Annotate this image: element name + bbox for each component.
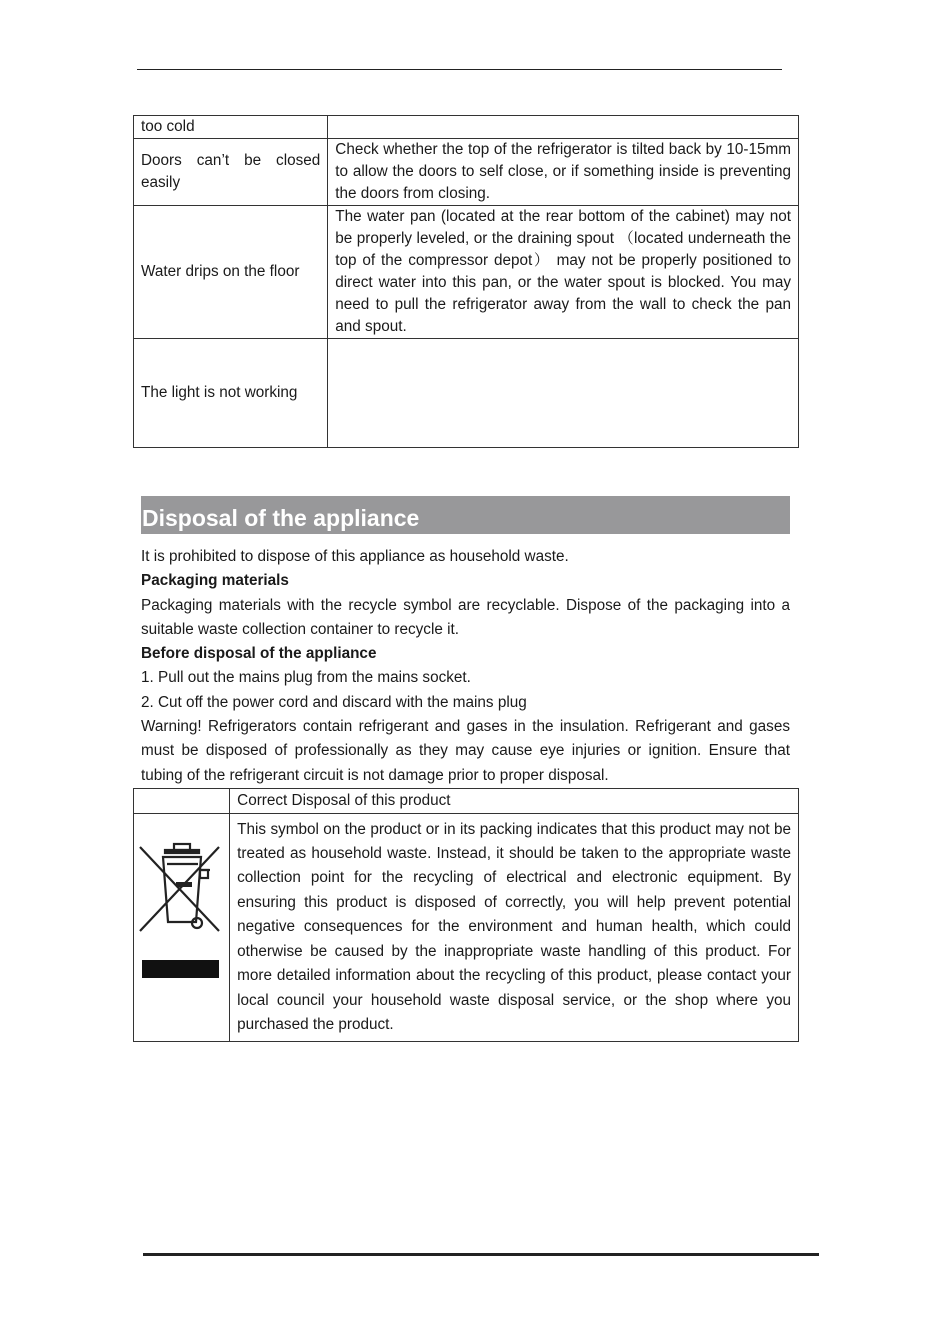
weee-title: Correct Disposal of this product bbox=[230, 789, 799, 814]
step-1: 1. Pull out the mains plug from the mains socket. bbox=[141, 669, 471, 687]
problem-cell: The light is not working bbox=[134, 339, 328, 448]
solution-cell bbox=[328, 339, 799, 448]
problem-cell: Doors can’t be closed easily bbox=[134, 139, 328, 206]
disposal-body bbox=[141, 545, 790, 788]
table-row bbox=[134, 339, 799, 448]
solution-cell: The water pan (located at the rear bottom of the cabinet) may not be properly leveled, or the draining spout （located underneath the top of the compressor depot） may not be properly positioned to direct water into this pan, or the water spout is blocked. You may need to pull the refrigerator away from the wall to check the pan and spout. bbox=[328, 206, 799, 339]
solution-cell: Check whether the top of the refrigerator is tilted back by 10-15mm to allow the doors to self close, or if something inside is preventing the doors from closing. bbox=[328, 139, 799, 206]
packaging-text: Packaging materials with the recycle symbol are recyclable. Dispose of the packaging into a suitable waste collection container to recycle it. bbox=[141, 596, 790, 638]
crossed-out-wheelie-bin-icon bbox=[134, 814, 228, 1034]
weee-text: This symbol on the product or in its packing indicates that this product may not be treated as household waste. Instead, it should be taken to the appropriate waste collection point for the recycling of electrical and electronic equipment. By ensuring this product is disposed of correctly, you will help prevent potential negative consequences for the environment and human health, which could otherwise be caused by the inappropriate waste handling of this product. For more detailed information about the recycling of this product, please contact your local council your household waste disposal service, or the shop where you purchased the product. bbox=[230, 814, 799, 1042]
table-row bbox=[134, 789, 799, 814]
table-row bbox=[134, 814, 799, 1042]
table-row bbox=[134, 206, 799, 339]
problem-cell: too cold bbox=[134, 116, 328, 139]
solution-cell bbox=[328, 116, 799, 139]
troubleshooting-table bbox=[133, 115, 799, 448]
problem-cell: Water drips on the floor bbox=[134, 206, 328, 339]
packaging-heading: Packaging materials bbox=[141, 572, 289, 590]
symbol-cell bbox=[134, 814, 230, 1042]
warning-text: Warning! Refrigerators contain refrigerant and gases in the insulation. Refrigerant and gases must be disposed of professionally as they may cause eye injuries or ignition. Ensure that tubing of the refrigerant circuit is not damage prior to proper disposal. bbox=[141, 718, 790, 784]
footer-rule bbox=[143, 1253, 819, 1256]
intro-text: It is prohibited to dispose of this appliance as household waste. bbox=[141, 548, 569, 565]
step-2: 2. Cut off the power cord and discard with the mains plug bbox=[141, 693, 527, 711]
header-rule bbox=[137, 69, 782, 70]
before-disposal-heading: Before disposal of the appliance bbox=[141, 645, 377, 663]
table-row bbox=[134, 116, 799, 139]
empty-cell bbox=[134, 789, 230, 814]
weee-table bbox=[133, 788, 799, 1042]
section-heading: Disposal of the appliance bbox=[141, 496, 790, 534]
table-row bbox=[134, 139, 799, 206]
